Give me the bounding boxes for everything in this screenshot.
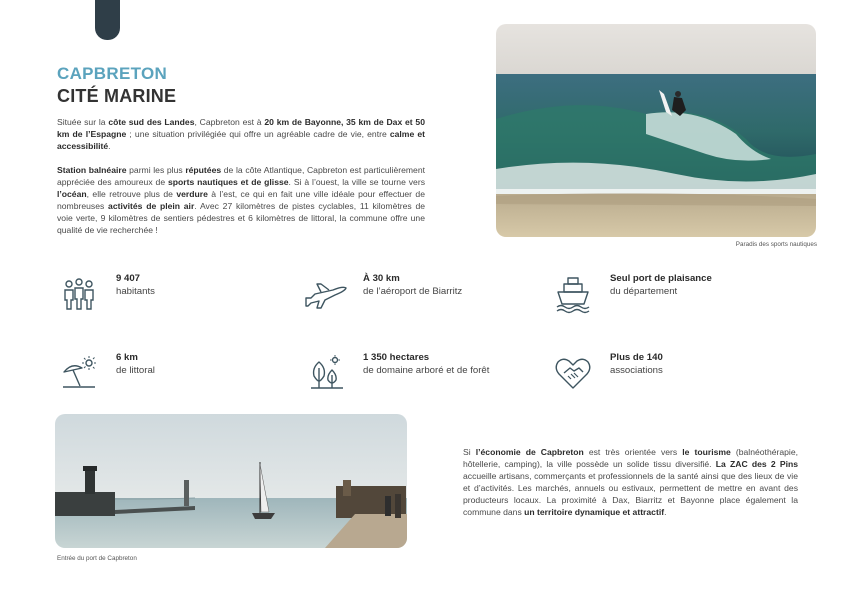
handshake-heart-icon — [554, 354, 592, 392]
bold-segment-10: activités de plein air — [108, 201, 195, 211]
bold-segment-3: 20 km de Bayonne, 35 km de Dax et 50 km de l’Espagne — [57, 117, 425, 139]
stat-label-inhabitants: habitants — [116, 286, 155, 297]
text-segment-6: accueille artisans, commerçants et professionnels de la santé ainsi que des lieux de vie et d’activités. Les marchés, annuels ou estivaux, permettent de mettre en avant des producteurs locaux. La proximité à Dax, Biarritz et Bayonne place également la commune dans — [463, 471, 798, 517]
beach-umbrella-icon — [60, 354, 98, 392]
stat-label-coastline: de littoral — [116, 365, 155, 376]
page-subtitle: CITÉ MARINE — [57, 86, 177, 106]
stat-value-coastline: 6 km — [116, 352, 138, 363]
bold-segment-4: sports nautiques et de glisse — [168, 177, 289, 187]
stat-label-forest: de domaine arboré et de forêt — [363, 365, 490, 376]
bold-segment-0: Station balnéaire — [57, 165, 127, 175]
bold-segment-2: réputées — [185, 165, 222, 175]
text-segment-1: parmi les plus — [126, 165, 186, 175]
stat-label-associations: associations — [610, 365, 663, 376]
text-segment-4: ; une situation privilégiée qui offre un agréable cadre de vie, entre — [126, 129, 390, 139]
bold-segment-1: côte sud des Landes — [108, 117, 195, 127]
bold-segment-5: La ZAC des 2 Pins — [715, 459, 798, 469]
text-segment-2: est très orientée vers — [583, 447, 683, 457]
text-segment-6: . — [108, 141, 111, 151]
page-title: CAPBRETON — [57, 64, 168, 83]
stat-label-airport: de l’aéroport de Biarritz — [363, 286, 463, 297]
stat-value-associations: Plus de 140 — [610, 352, 663, 363]
bold-segment-1: l’économie de Capbreton — [475, 447, 584, 457]
economy-paragraph — [463, 446, 798, 518]
bold-segment-8: verdure — [176, 189, 208, 199]
stat-value-port: Seul port de plaisance — [610, 273, 712, 284]
port-photo-caption: Entrée du port de Capbreton — [57, 555, 137, 562]
people-icon — [60, 276, 98, 314]
airplane-icon — [303, 276, 349, 314]
text-segment-9: à l’est, ce qui en fait une ville idéale pour effectuer de nombreuses — [57, 189, 425, 211]
text-segment-4: (balnéothérapie, hôtellerie, camping), la ville possède un solide tissu diversifié. — [463, 447, 799, 469]
text-segment-11: . Avec 27 kilomètres de pistes cyclables, 11 kilomètres de voie verte, 9 kilomètres de sentiers pédestres et 6 kilomètres de littoral, la commune offre une qualité de vie recherchée ! — [57, 201, 426, 235]
port-photo — [55, 414, 407, 548]
text-segment-0: Située sur la — [57, 117, 109, 127]
surf-photo — [496, 24, 816, 237]
surf-photo-caption: Paradis des sports nautiques — [735, 241, 817, 248]
text-segment-8: . — [664, 507, 667, 517]
text-segment-5: . Si à l’ouest, la ville se tourne vers — [288, 177, 425, 187]
intro-paragraph-2 — [57, 164, 425, 236]
text-segment-7: , elle retrouve plus de — [86, 189, 177, 199]
boat-icon — [554, 276, 592, 314]
intro-paragraph-1 — [57, 116, 425, 152]
top-tab-decoration — [95, 0, 120, 40]
stat-label-port: du département — [610, 286, 678, 297]
stat-value-inhabitants: 9 407 — [116, 273, 141, 284]
text-segment-0: Si — [463, 447, 476, 457]
bold-segment-6: l’océan — [57, 189, 87, 199]
stat-value-airport: À 30 km — [363, 273, 400, 284]
bold-segment-3: le tourisme — [682, 447, 731, 457]
bold-segment-5: calme et accessibilité — [57, 129, 425, 151]
stat-value-forest: 1 350 hectares — [363, 352, 430, 363]
text-segment-2: , Capbreton est à — [194, 117, 265, 127]
trees-icon — [308, 354, 346, 392]
bold-segment-7: un territoire dynamique et attractif — [524, 507, 665, 517]
text-segment-3: de la côte Atlantique, Capbreton est particulièrement appréciée des amoureux de — [57, 165, 425, 187]
